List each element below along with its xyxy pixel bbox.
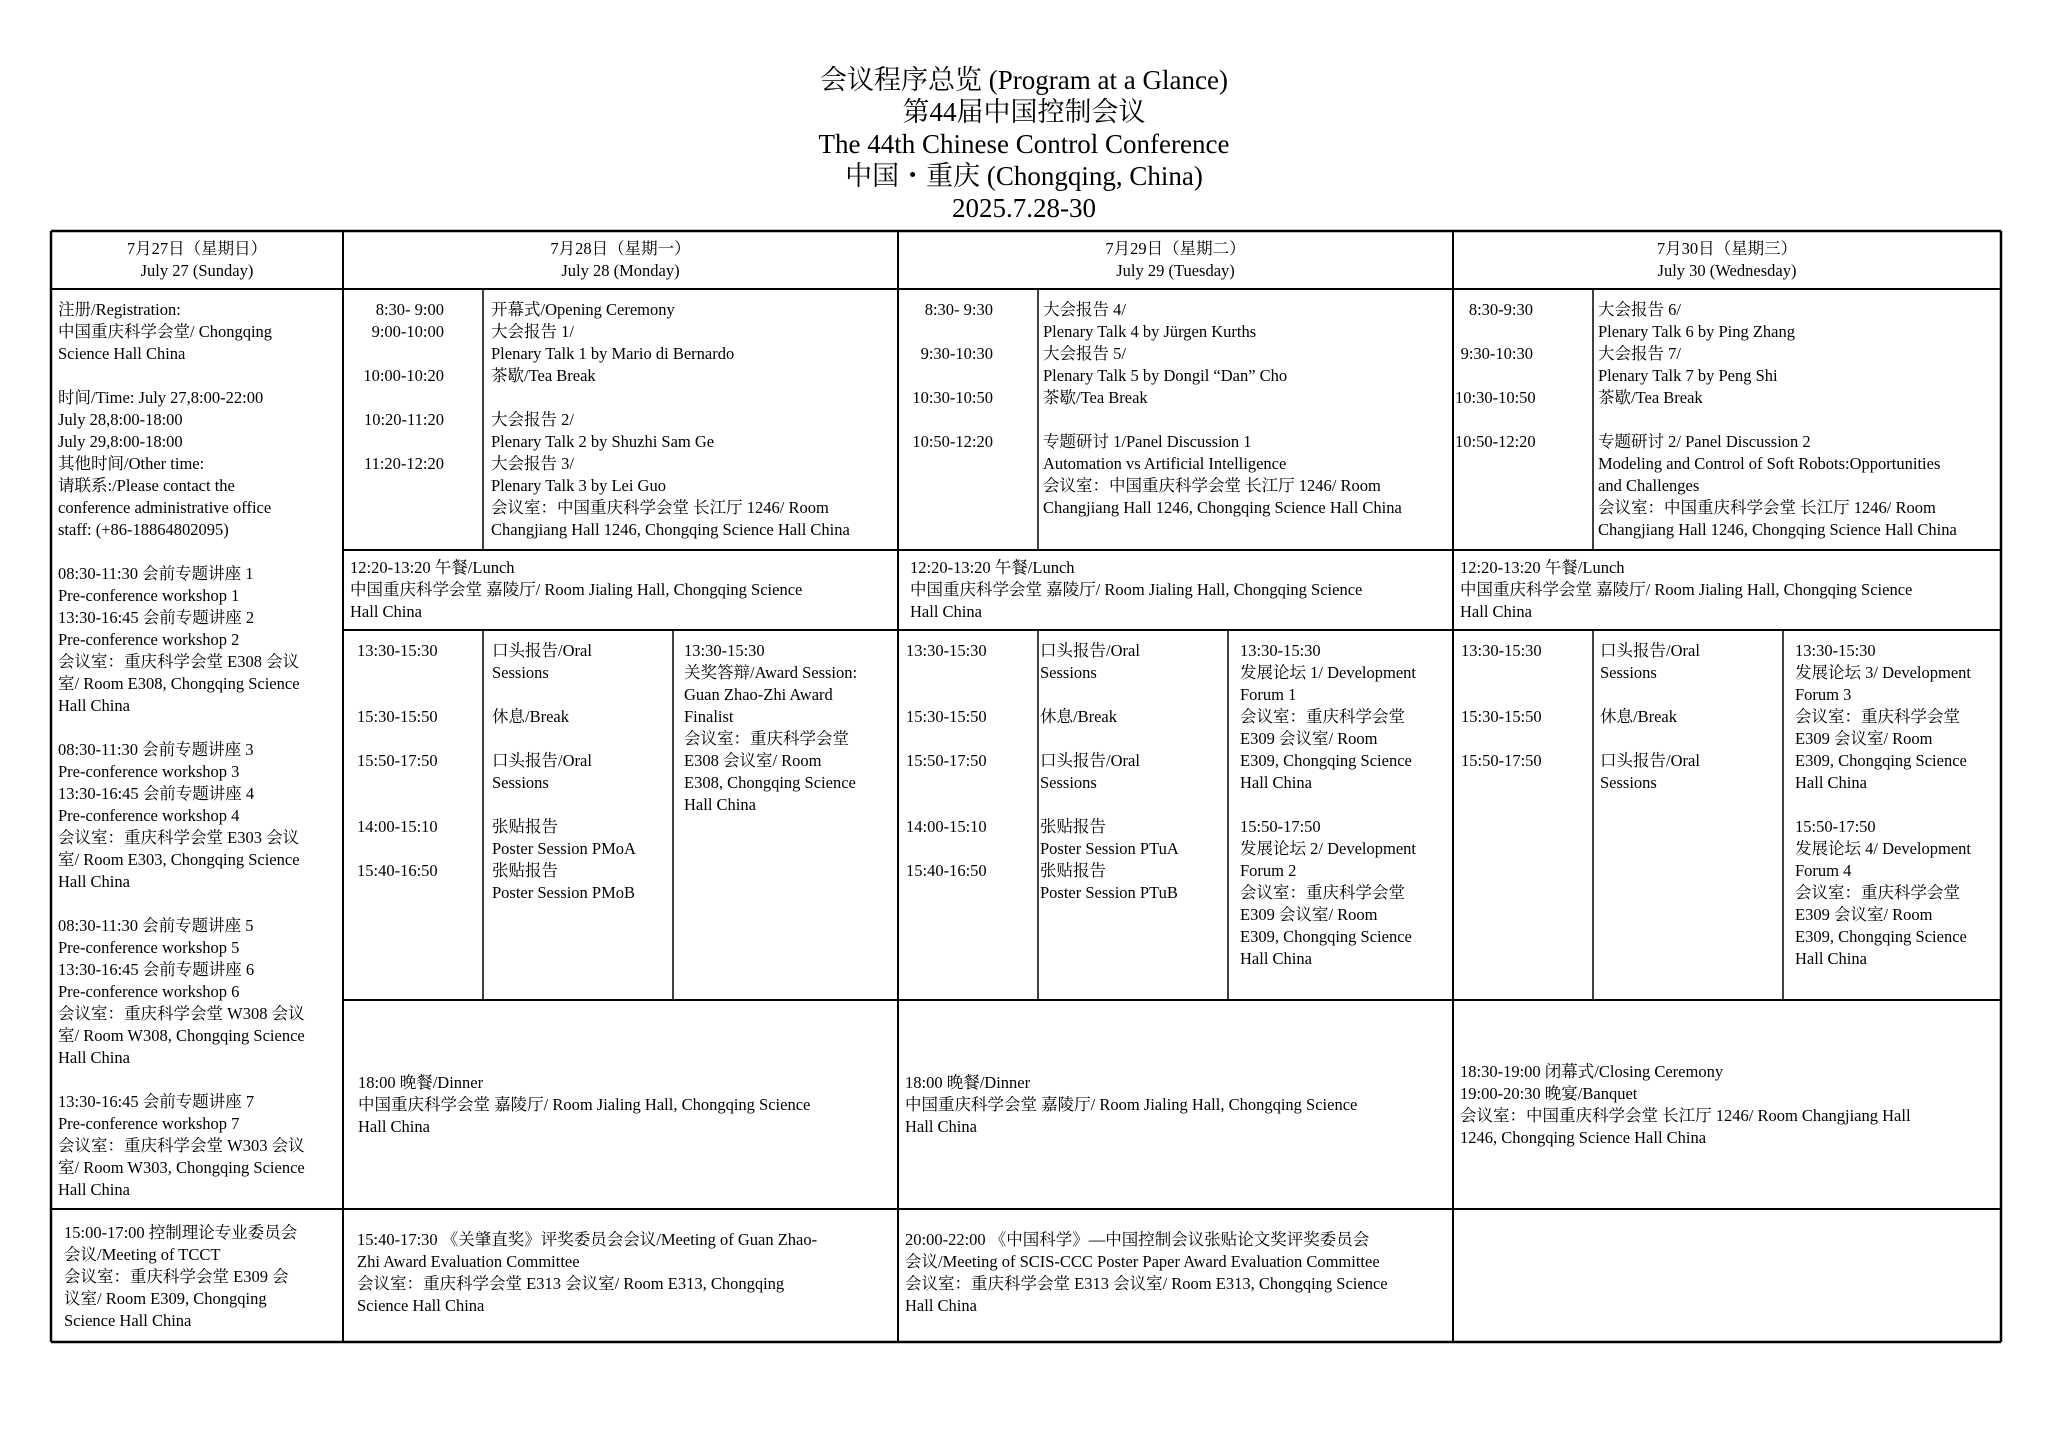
text-line: E309, Chongqing Science (1795, 751, 1967, 770)
text-line (1040, 684, 1224, 706)
text-line: 10:30-10:50 (1455, 388, 1536, 407)
text-line: 专题研讨 2/ Panel Discussion 2 (1598, 432, 1811, 451)
text-line: Plenary Talk 1 by Mario di Bernardo (491, 344, 735, 363)
text-line: Guan Zhao-Zhi Award (684, 685, 833, 704)
text-line: and Challenges (1598, 476, 1700, 495)
text-line: 10:20-11:20 (363, 410, 444, 429)
text-line (900, 365, 993, 387)
text-line (906, 728, 1034, 750)
text-line: 会议室：重庆科学会堂 W303 会议 (58, 1136, 305, 1155)
text-line: Poster Session PTuB (1040, 883, 1178, 902)
text-line: 13:30-15:30 (684, 641, 765, 660)
text-line: 会议室：重庆科学会堂 (1240, 883, 1405, 902)
text-line: Forum 3 (1795, 685, 1852, 704)
text-line: conference administrative office (58, 498, 272, 517)
text-line: E308 会议室/ Room (684, 751, 822, 770)
text-line: 张贴报告 (492, 861, 558, 880)
text-line: Plenary Talk 4 by Jürgen Kurths (1043, 322, 1257, 341)
text-line: 13:30-16:45 会前专题讲座 2 (58, 608, 255, 627)
text-line: Forum 1 (1240, 685, 1297, 704)
text-line: 会议室：重庆科学会堂 E313 会议室/ Room E313, Chongqing Science (905, 1274, 1388, 1293)
text-line: 13:30-16:45 会前专题讲座 7 (58, 1092, 255, 1111)
text-line: 开幕式/Opening Ceremony (491, 300, 675, 319)
text-line: 18:00 晚餐/Dinner (905, 1073, 1031, 1092)
text-line: 会议室：重庆科学会堂 E303 会议 (58, 828, 300, 847)
text-line: 08:30-11:30 会前专题讲座 5 (58, 916, 254, 935)
text-line: 休息/Break (492, 707, 569, 726)
text-line: Changjiang Hall 1246, Chongqing Science Hall China (1598, 520, 1957, 539)
text-line (491, 387, 893, 409)
text-line: Sessions (1600, 773, 1657, 792)
text-line: 14:00-15:10 (357, 817, 438, 836)
text-line (1043, 409, 1448, 431)
text-line: Poster Session PMoA (492, 839, 636, 858)
text-line: E309 会议室/ Room (1795, 729, 1933, 748)
sunday-tcct-meeting (64, 1222, 339, 1332)
text-line: 茶歇/Tea Break (1598, 388, 1703, 407)
text-line: Sessions (492, 663, 549, 682)
text-line: Plenary Talk 5 by Dongil “Dan” Cho (1043, 366, 1288, 385)
text-line: 茶歇/Tea Break (1043, 388, 1148, 407)
text-line (58, 717, 338, 739)
text-line: 中国重庆科学会堂 嘉陵厅/ Room Jialing Hall, Chongqing Science (358, 1095, 811, 1114)
text-line: 18:00 晚餐/Dinner (358, 1073, 484, 1092)
conference-location: 中国・重庆 (Chongqing, China) (845, 161, 1203, 191)
text-line: Automation vs Artificial Intelligence (1043, 454, 1287, 473)
text-line: 专题研讨 1/Panel Discussion 1 (1043, 432, 1252, 451)
conference-dates: 2025.7.28-30 (952, 193, 1096, 223)
text-line: Hall China (350, 602, 422, 621)
text-line: 口头报告/Oral (1600, 641, 1700, 660)
text-line: 15:30-15:50 (357, 707, 438, 726)
text-line (357, 662, 479, 684)
text-line: 13:30-16:45 会前专题讲座 4 (58, 784, 255, 803)
text-line: Poster Session PTuA (1040, 839, 1179, 858)
day-header-en: July 28 (Monday) (561, 261, 680, 280)
text-line: 13:30-15:30 (1795, 641, 1876, 660)
text-line: 15:40-16:50 (357, 861, 438, 880)
text-line (492, 728, 670, 750)
text-line: 发展论坛 1/ Development (1240, 663, 1416, 682)
conference-name-cn: 第44届中国控制会议 (902, 97, 1146, 127)
text-line: 12:20-13:20 午餐/Lunch (350, 558, 515, 577)
monday-morning-times (348, 299, 444, 475)
text-line: 会议室：重庆科学会堂 (684, 729, 849, 748)
text-line: 13:30-15:30 (357, 641, 438, 660)
wednesday-afternoon-events (1600, 640, 1780, 794)
text-line: 13:30-15:30 (906, 641, 987, 660)
text-line: Hall China (684, 795, 756, 814)
text-line: Sessions (1040, 773, 1097, 792)
text-line: Sessions (1040, 663, 1097, 682)
text-line (348, 431, 444, 453)
text-line: 发展论坛 4/ Development (1795, 839, 1971, 858)
day-header-cn: 7月29日（星期二） (1105, 239, 1246, 258)
text-line: 9:30-10:30 (920, 344, 993, 363)
text-line: 会议室：中国重庆科学会堂 长江厅 1246/ Room (1598, 498, 1936, 517)
text-line: 12:20-13:20 午餐/Lunch (910, 558, 1075, 577)
text-line: 15:30-15:50 (1461, 707, 1542, 726)
text-line (58, 893, 338, 915)
text-line (906, 794, 1034, 816)
day-header-jul29 (898, 238, 1453, 282)
text-line (906, 838, 1034, 860)
text-line (1240, 794, 1450, 816)
text-line: 其他时间/Other time: (58, 454, 205, 473)
day-header-jul28 (343, 238, 898, 282)
text-line: Poster Session PMoB (492, 883, 636, 902)
wednesday-closing-banquet (1460, 1061, 1998, 1149)
text-line: 室/ Room W303, Chongqing Science (58, 1158, 305, 1177)
text-line: staff: (+86-18864802095) (58, 520, 229, 539)
text-line: 发展论坛 2/ Development (1240, 839, 1416, 858)
text-line: Plenary Talk 6 by Ping Zhang (1598, 322, 1795, 341)
text-line: 张贴报告 (1040, 817, 1106, 836)
day-header-cn: 7月27日（星期日） (126, 239, 268, 258)
text-line: Pre-conference workshop 6 (58, 982, 240, 1001)
sunday-registration-workshops (58, 299, 338, 1201)
text-line: 会议/Meeting of TCCT (64, 1245, 221, 1264)
text-line (1040, 794, 1224, 816)
text-line: 18:30-19:00 闭幕式/Closing Ceremony (1460, 1062, 1724, 1081)
wednesday-lunch (1460, 557, 1998, 623)
text-line: July 29,8:00-18:00 (58, 432, 183, 451)
text-line: Hall China (58, 872, 130, 891)
tuesday-afternoon-events (1040, 640, 1224, 904)
text-line: 会议室：重庆科学会堂 W308 会议 (58, 1004, 305, 1023)
text-line (906, 662, 1034, 684)
monday-morning-events (491, 299, 893, 541)
text-line: 中国重庆科学会堂 嘉陵厅/ Room Jialing Hall, Chongqing Science (910, 580, 1363, 599)
text-line: 会议室：重庆科学会堂 E308 会议 (58, 652, 300, 671)
tuesday-afternoon-times (906, 640, 1034, 882)
text-line: 会议室：重庆科学会堂 (1795, 883, 1960, 902)
text-line: 8:30- 9:00 (375, 300, 444, 319)
monday-lunch (350, 557, 895, 623)
text-line: 大会报告 5/ (1043, 344, 1126, 363)
text-line (357, 728, 479, 750)
text-line: 发展论坛 3/ Development (1795, 663, 1971, 682)
text-line: 11:20-12:20 (363, 454, 444, 473)
text-line: 13:30-15:30 (1461, 641, 1542, 660)
day-header-en: July 27 (Sunday) (140, 261, 254, 280)
text-line: 15:50-17:50 (1795, 817, 1876, 836)
text-line: 15:40-16:50 (906, 861, 987, 880)
wednesday-development-forums (1795, 640, 1997, 970)
text-line: 会议室：重庆科学会堂 (1240, 707, 1405, 726)
program-title: 会议程序总览 (Program at a Glance) (820, 65, 1228, 95)
text-line: 大会报告 3/ (491, 454, 574, 473)
text-line: E309, Chongqing Science (1795, 927, 1967, 946)
text-line: 15:50-17:50 (1461, 751, 1542, 770)
text-line: E309, Chongqing Science (1240, 927, 1412, 946)
text-line: 08:30-11:30 会前专题讲座 1 (58, 564, 254, 583)
text-line: Science Hall China (357, 1296, 485, 1315)
text-line: 15:30-15:50 (906, 707, 987, 726)
text-line (1795, 794, 1997, 816)
text-line (906, 772, 1034, 794)
text-line: E309 会议室/ Room (1240, 729, 1378, 748)
text-line: 室/ Room W308, Chongqing Science (58, 1026, 305, 1045)
text-line: 口头报告/Oral (492, 751, 592, 770)
text-line: 大会报告 7/ (1598, 344, 1681, 363)
text-line: 大会报告 6/ (1598, 300, 1681, 319)
text-line (1461, 684, 1589, 706)
text-line: Plenary Talk 3 by Lei Guo (491, 476, 666, 495)
text-line: Hall China (1240, 949, 1312, 968)
text-line: Science Hall China (58, 344, 186, 363)
text-line: 13:30-16:45 会前专题讲座 6 (58, 960, 255, 979)
text-line (1461, 662, 1589, 684)
text-line: 19:00-20:30 晚宴/Banquet (1460, 1084, 1638, 1103)
text-line: Zhi Award Evaluation Committee (357, 1252, 580, 1271)
monday-dinner (358, 1072, 896, 1138)
text-line: July 28,8:00-18:00 (58, 410, 183, 429)
text-line: E309 会议室/ Room (1795, 905, 1933, 924)
text-line: 15:40-17:30 《关肇直奖》评奖委员会会议/Meeting of Guan Zhao- (357, 1230, 818, 1249)
text-line: 中国重庆科学会堂 嘉陵厅/ Room Jialing Hall, Chongqing Science (905, 1095, 1358, 1114)
text-line: 议室/ Room E309, Chongqing (64, 1289, 267, 1308)
text-line: 15:00-17:00 控制理论专业委员会 (64, 1223, 298, 1242)
text-line: 请联系:/Please contact the (58, 476, 235, 495)
text-line: 大会报告 1/ (491, 322, 574, 341)
text-line: Pre-conference workshop 2 (58, 630, 240, 649)
text-line: 10:50-12:20 (1455, 432, 1536, 451)
text-line (1600, 728, 1780, 750)
text-line: 15:50-17:50 (357, 751, 438, 770)
text-line (58, 1069, 338, 1091)
text-line: Plenary Talk 7 by Peng Shi (1598, 366, 1778, 385)
text-line: 中国重庆科学会堂/ Chongqing (58, 322, 273, 341)
text-line: Hall China (58, 1048, 130, 1067)
tuesday-morning-events (1043, 299, 1448, 519)
text-line: 口头报告/Oral (1600, 751, 1700, 770)
monday-evening-meeting (357, 1229, 895, 1317)
text-line: 时间/Time: July 27,8:00-22:00 (58, 388, 264, 407)
text-line (906, 684, 1034, 706)
text-line: 注册/Registration: (58, 300, 181, 319)
text-line: Pre-conference workshop 4 (58, 806, 240, 825)
monday-afternoon-times (357, 640, 479, 882)
text-line: 1246, Chongqing Science Hall China (1460, 1128, 1707, 1147)
text-line: 大会报告 2/ (491, 410, 574, 429)
text-line: 口头报告/Oral (492, 641, 592, 660)
text-line (357, 838, 479, 860)
text-line: 12:20-13:20 午餐/Lunch (1460, 558, 1625, 577)
text-line (1455, 321, 1533, 343)
text-line: 会议室：重庆科学会堂 E309 会 (64, 1267, 289, 1286)
text-line: Changjiang Hall 1246, Chongqing Science Hall China (491, 520, 850, 539)
tuesday-dinner (905, 1072, 1450, 1138)
text-line: Modeling and Control of Soft Robots:Opportunities (1598, 454, 1941, 473)
text-line: Finalist (684, 707, 734, 726)
day-header-cn: 7月30日（星期三） (1656, 239, 1798, 258)
text-line (357, 794, 479, 816)
text-line: Hall China (58, 1180, 130, 1199)
text-line: Hall China (910, 602, 982, 621)
text-line: 会议室：重庆科学会堂 (1795, 707, 1960, 726)
text-line (1600, 684, 1780, 706)
text-line: 中国重庆科学会堂 嘉陵厅/ Room Jialing Hall, Chongqing Science (350, 580, 803, 599)
monday-award-session (684, 640, 894, 816)
text-line: 9:00-10:00 (371, 322, 444, 341)
text-line: Hall China (1240, 773, 1312, 792)
text-line: 张贴报告 (1040, 861, 1106, 880)
text-line: 张贴报告 (492, 817, 558, 836)
text-line: Pre-conference workshop 7 (58, 1114, 240, 1133)
text-line: E309 会议室/ Room (1240, 905, 1378, 924)
text-line: Plenary Talk 2 by Shuzhi Sam Ge (491, 432, 715, 451)
text-line (58, 365, 338, 387)
text-line: 休息/Break (1040, 707, 1117, 726)
text-line: 室/ Room E303, Chongqing Science (58, 850, 300, 869)
text-line: E308, Chongqing Science (684, 773, 856, 792)
text-line (492, 794, 670, 816)
text-line: Forum 2 (1240, 861, 1297, 880)
text-line: Science Hall China (64, 1311, 192, 1330)
text-line: 会议/Meeting of SCIS-CCC Poster Paper Award Evaluation Committee (905, 1252, 1380, 1271)
text-line (900, 321, 993, 343)
text-line: 中国重庆科学会堂 嘉陵厅/ Room Jialing Hall, Chongqing Science (1460, 580, 1913, 599)
text-line: 14:00-15:10 (906, 817, 987, 836)
text-line: 大会报告 4/ (1043, 300, 1126, 319)
text-line: Pre-conference workshop 5 (58, 938, 240, 957)
text-line: 8:30-9:30 (1468, 300, 1533, 319)
text-line: 20:00-22:00 《中国科学》—中国控制会议张贴论文奖评奖委员会 (905, 1230, 1370, 1249)
text-line: 茶歇/Tea Break (491, 366, 596, 385)
text-line: 会议室：中国重庆科学会堂 长江厅 1246/ Room (1043, 476, 1381, 495)
text-line: 会议室：重庆科学会堂 E313 会议室/ Room E313, Chongqing (357, 1274, 785, 1293)
text-line: Hall China (905, 1117, 977, 1136)
text-line: Hall China (1795, 949, 1867, 968)
text-line (58, 541, 338, 563)
text-line: E309, Chongqing Science (1240, 751, 1412, 770)
conference-name-en: The 44th Chinese Control Conference (818, 129, 1230, 159)
tuesday-morning-times (900, 299, 993, 453)
text-line: Changjiang Hall 1246, Chongqing Science Hall China (1043, 498, 1402, 517)
wednesday-morning-events (1598, 299, 1996, 541)
text-line (1455, 365, 1533, 387)
text-line: 10:00-10:20 (363, 366, 444, 385)
text-line: 10:50-12:20 (912, 432, 993, 451)
text-line: Hall China (1460, 602, 1532, 621)
text-line: Sessions (1600, 663, 1657, 682)
text-line: 会议室：中国重庆科学会堂 长江厅 1246/ Room Changjiang Hall (1460, 1106, 1911, 1125)
wednesday-afternoon-times (1461, 640, 1589, 772)
text-line: 口头报告/Oral (1040, 751, 1140, 770)
monday-afternoon-events (492, 640, 670, 904)
text-line (348, 343, 444, 365)
day-header-jul27 (51, 238, 343, 282)
tuesday-evening-meeting (905, 1229, 1450, 1317)
text-line: Hall China (358, 1117, 430, 1136)
text-line (357, 684, 479, 706)
day-header-jul30 (1453, 238, 2001, 282)
text-line: Hall China (1795, 773, 1867, 792)
program-title-block (0, 64, 2048, 224)
text-line: Sessions (492, 773, 549, 792)
text-line: 会议室：中国重庆科学会堂 长江厅 1246/ Room (491, 498, 829, 517)
text-line: Hall China (905, 1296, 977, 1315)
text-line (1040, 728, 1224, 750)
text-line: 口头报告/Oral (1040, 641, 1140, 660)
text-line: Pre-conference workshop 3 (58, 762, 240, 781)
text-line: 休息/Break (1600, 707, 1677, 726)
text-line: 15:50-17:50 (1240, 817, 1321, 836)
text-line (348, 387, 444, 409)
text-line: 关奖答辩/Award Session: (684, 663, 858, 682)
text-line (1598, 409, 1996, 431)
text-line: 10:30-10:50 (912, 388, 993, 407)
text-line (357, 772, 479, 794)
day-header-cn: 7月28日（星期一） (550, 239, 691, 258)
wednesday-morning-times (1455, 299, 1536, 453)
text-line: 15:50-17:50 (906, 751, 987, 770)
text-line: 室/ Room E308, Chongqing Science (58, 674, 300, 693)
tuesday-development-forums (1240, 640, 1450, 970)
text-line (1461, 728, 1589, 750)
day-header-en: July 30 (Wednesday) (1657, 261, 1797, 280)
text-line: Hall China (58, 696, 130, 715)
text-line: Pre-conference workshop 1 (58, 586, 240, 605)
text-line: Forum 4 (1795, 861, 1852, 880)
text-line: 13:30-15:30 (1240, 641, 1321, 660)
text-line (1455, 409, 1533, 431)
text-line (900, 409, 993, 431)
text-line: 9:30-10:30 (1460, 344, 1533, 363)
text-line: 08:30-11:30 会前专题讲座 3 (58, 740, 254, 759)
day-header-en: July 29 (Tuesday) (1116, 261, 1235, 280)
text-line (492, 684, 670, 706)
text-line: 8:30- 9:30 (924, 300, 993, 319)
tuesday-lunch (910, 557, 1450, 623)
